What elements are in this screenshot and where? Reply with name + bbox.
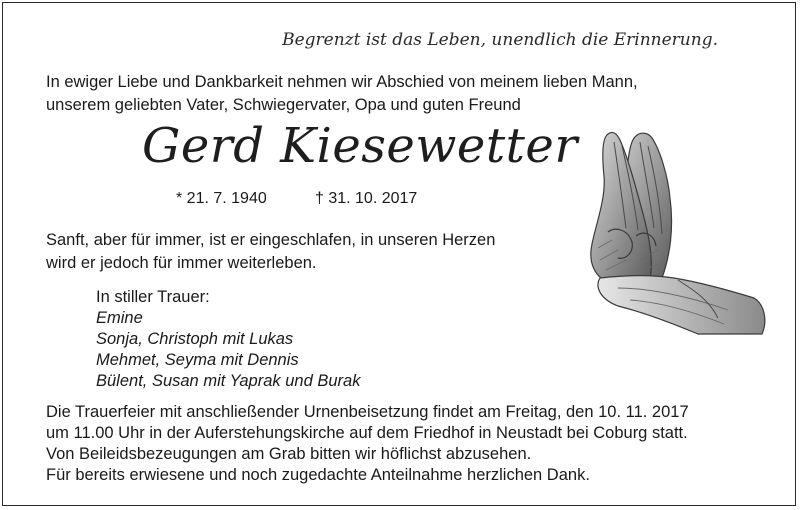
- birth-date: * 21. 7. 1940: [176, 190, 267, 207]
- closing-line: um 11.00 Uhr in der Auferstehungskirche auf dem Friedhof in Neustadt bei Coburg statt.: [46, 424, 688, 442]
- mourner-name: Mehmet, Seyma mit Dennis: [96, 351, 299, 369]
- intro-text: [46, 71, 638, 117]
- mourner-name: Sonja, Christoph mit Lukas: [96, 330, 294, 348]
- closing-line: Für bereits erwiesene und noch zugedachte Anteilnahme herzlichen Dank.: [46, 466, 590, 484]
- mourner-name: Emine: [96, 309, 143, 327]
- mourner-name: Bülent, Susan mit Yaprak und Burak: [96, 372, 361, 390]
- intro-line: In ewiger Liebe und Dankbarkeit nehmen wir Abschied von meinem lieben Mann,: [46, 73, 638, 91]
- death-date: † 31. 10. 2017: [315, 190, 418, 207]
- deceased-name: Gerd Kiesewetter: [142, 118, 578, 174]
- mourners-list: [96, 287, 360, 392]
- closing-line: Von Beileidsbezeugungen am Grab bitten wir höflichst abzusehen.: [46, 445, 532, 463]
- intro-line: unserem geliebten Vater, Schwiegervater, Opa und guten Freund: [46, 96, 521, 114]
- verse-line: Sanft, aber für immer, ist er eingeschlafen, in unseren Herzen: [46, 231, 496, 249]
- praying-hands-icon: [578, 128, 778, 340]
- verse-text: [46, 229, 495, 275]
- mourning-label: In stiller Trauer:: [96, 288, 210, 306]
- motto: Begrenzt ist das Leben, unendlich die Erinnerung.: [282, 30, 718, 50]
- verse-line: wird er jedoch für immer weiterleben.: [46, 254, 317, 272]
- closing-text: [46, 402, 689, 486]
- closing-line: Die Trauerfeier mit anschließender Urnenbeisetzung findet am Freitag, den 10. 11. 2017: [46, 403, 689, 421]
